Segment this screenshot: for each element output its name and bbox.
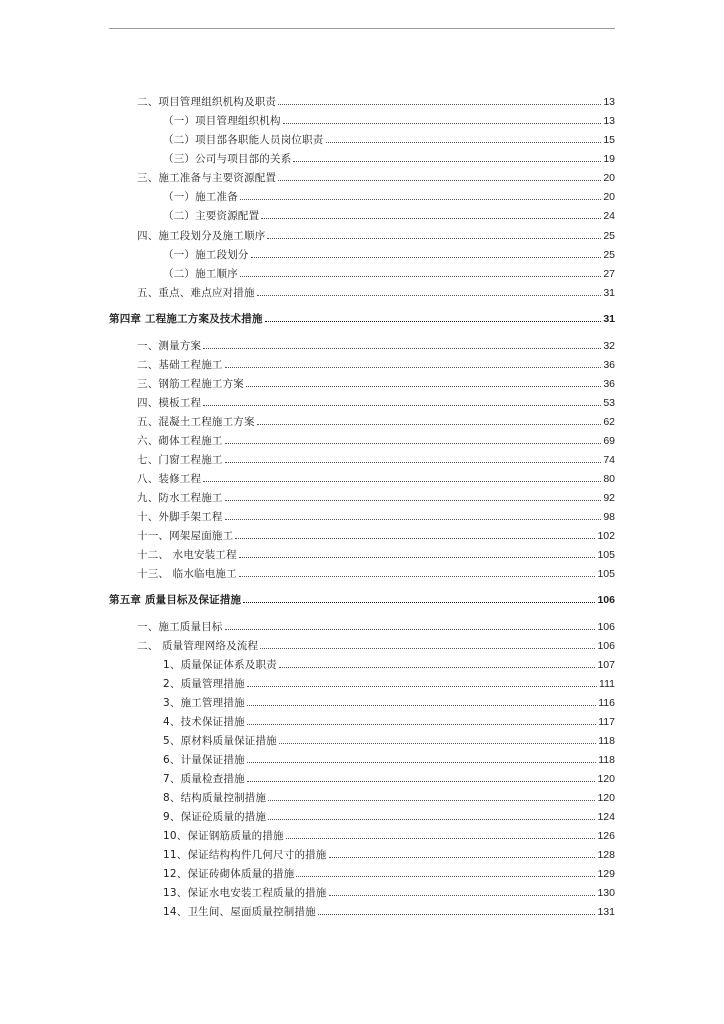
toc-entry-page: 24 (603, 210, 615, 222)
toc-entry-label: 三、钢筋工程施工方案 (137, 378, 244, 390)
toc-entry-label: 四、模板工程 (137, 397, 202, 409)
leader-dots (247, 724, 596, 725)
toc-entry-page: 31 (603, 313, 615, 325)
toc-entry[interactable] (163, 808, 615, 827)
toc-entry-label: 7、质量检查措施 (163, 773, 245, 785)
toc-entry[interactable] (137, 375, 615, 394)
toc-entry[interactable] (137, 527, 615, 546)
toc-entry-page: 13 (603, 96, 615, 108)
toc-entry-page: 69 (603, 435, 615, 447)
toc-entry-page: 129 (597, 868, 615, 880)
toc-entry[interactable] (137, 284, 615, 303)
toc-entry-label: 二、基础工程施工 (137, 359, 223, 371)
toc-chapter-entry[interactable] (109, 310, 615, 329)
leader-dots (239, 557, 596, 558)
leader-dots (240, 199, 601, 200)
leader-dots (286, 838, 596, 839)
toc-entry[interactable] (163, 713, 615, 732)
toc-entry[interactable] (163, 246, 615, 265)
leader-dots (265, 321, 602, 322)
leader-dots (329, 895, 596, 896)
toc-chapter-label: 第五章 质量目标及保证措施 (109, 594, 242, 606)
toc-entry[interactable] (137, 637, 615, 656)
toc-entry[interactable] (137, 356, 615, 375)
toc-entry-label: 11、保证结构构件几何尺寸的措施 (163, 849, 327, 861)
toc-entry[interactable] (163, 827, 615, 846)
toc-entry-label: 10、保证钢筋质量的措施 (163, 830, 284, 842)
toc-entry-label: 三、施工准备与主要资源配置 (137, 172, 277, 184)
toc-entry[interactable] (163, 751, 615, 770)
toc-entry-page: 128 (597, 849, 615, 861)
toc-entry[interactable] (137, 451, 615, 470)
toc-entry-page: 25 (603, 230, 615, 242)
toc-entry-page: 13 (603, 115, 615, 127)
leader-dots (203, 481, 601, 482)
toc-entry-label: 6、计量保证措施 (163, 754, 245, 766)
toc-entry[interactable] (163, 112, 615, 131)
toc-entry-page: 111 (599, 678, 615, 690)
toc-entry[interactable] (137, 508, 615, 527)
toc-entry-page: 118 (598, 754, 615, 766)
leader-dots (278, 104, 601, 105)
leader-dots (268, 800, 595, 801)
toc-entry[interactable] (163, 846, 615, 865)
toc-entry-page: 106 (597, 621, 615, 633)
toc-entry-page: 98 (603, 511, 615, 523)
toc-entry-page: 80 (603, 473, 615, 485)
toc-entry[interactable] (137, 394, 615, 413)
toc-entry-label: （二）施工顺序 (163, 268, 238, 280)
toc-entry-page: 120 (597, 773, 615, 785)
toc-entry-page: 106 (597, 640, 615, 652)
toc-entry[interactable] (137, 93, 615, 112)
leader-dots (235, 538, 595, 539)
toc-entry[interactable] (137, 337, 615, 356)
leader-dots (260, 648, 595, 649)
toc-entry[interactable] (137, 413, 615, 432)
toc-entry-label: 一、测量方案 (137, 340, 202, 352)
toc-entry[interactable] (137, 565, 615, 584)
toc-entry-page: 102 (597, 530, 615, 542)
toc-entry-page: 25 (603, 249, 615, 261)
toc-entry[interactable] (137, 169, 615, 188)
leader-dots (257, 424, 602, 425)
leader-dots (247, 686, 597, 687)
toc-entry-page: 19 (603, 153, 615, 165)
toc-entry-page: 92 (603, 492, 615, 504)
toc-entry-label: 十、外脚手架工程 (137, 511, 223, 523)
leader-dots (326, 142, 602, 143)
leader-dots (267, 238, 601, 239)
leader-dots (239, 576, 596, 577)
toc-entry-label: 5、原材料质量保证措施 (163, 735, 277, 747)
toc-entry-page: 118 (598, 735, 615, 747)
leader-dots (318, 914, 596, 915)
leader-dots (279, 743, 596, 744)
toc-entry-label: 8、结构质量控制措施 (163, 792, 267, 804)
toc-chapter-label: 第四章 工程施工方案及技术措施 (109, 313, 263, 325)
toc-entry-page: 107 (597, 659, 615, 671)
toc-entry[interactable] (137, 227, 615, 246)
toc-entry-label: 12、保证砖砌体质量的措施 (163, 868, 295, 880)
leader-dots (296, 876, 595, 877)
leader-dots (283, 123, 602, 124)
toc-entry-label: 九、防水工程施工 (137, 492, 223, 504)
toc-entry-page: 31 (603, 287, 615, 299)
toc-entry-label: （一）施工准备 (163, 191, 238, 203)
toc-entry-page: 126 (597, 830, 615, 842)
toc-entry-label: 2、质量管理措施 (163, 678, 245, 690)
leader-dots (268, 819, 595, 820)
toc-entry[interactable] (163, 656, 615, 675)
toc-entry-label: 1、质量保证体系及职责 (163, 659, 277, 671)
toc-entry-label: 五、混凝土工程施工方案 (137, 416, 255, 428)
toc-entry[interactable] (137, 470, 615, 489)
toc-entry-label: （三）公司与项目部的关系 (163, 153, 292, 165)
leader-dots (203, 405, 601, 406)
toc-entry-page: 116 (598, 697, 615, 709)
toc-entry[interactable] (163, 207, 615, 226)
toc-entry[interactable] (163, 694, 615, 713)
toc-entry-label: （一）施工段划分 (163, 249, 249, 261)
toc-entry-label: 七、门窗工程施工 (137, 454, 223, 466)
leader-dots (329, 857, 596, 858)
toc-entry[interactable] (163, 131, 615, 150)
toc-entry[interactable] (163, 903, 615, 922)
toc-entry[interactable] (137, 618, 615, 637)
toc-entry-label: 13、保证水电安装工程质量的措施 (163, 887, 327, 899)
leader-dots (225, 443, 602, 444)
toc-entry[interactable] (137, 546, 615, 565)
toc-entry-label: 二、项目管理组织机构及职责 (137, 96, 277, 108)
toc-entry-page: 36 (603, 359, 615, 371)
toc-entry-page: 120 (597, 792, 615, 804)
leader-dots (247, 762, 596, 763)
toc-entry-page: 15 (603, 134, 615, 146)
leader-dots (225, 629, 596, 630)
toc-entry[interactable] (137, 432, 615, 451)
toc-entry-label: 9、保证砼质量的措施 (163, 811, 267, 823)
toc-entry-page: 105 (597, 568, 615, 580)
toc-entry-label: 十二、 水电安装工程 (137, 549, 237, 561)
leader-dots (225, 519, 602, 520)
toc-entry[interactable] (163, 732, 615, 751)
toc-entry-label: 3、施工管理措施 (163, 697, 245, 709)
toc-entry-page: 130 (597, 887, 615, 899)
toc-entry[interactable] (137, 489, 615, 508)
toc-entry-page: 53 (603, 397, 615, 409)
toc-entry[interactable] (163, 884, 615, 903)
leader-dots (261, 218, 601, 219)
toc-entry[interactable] (163, 770, 615, 789)
toc-entry-label: 十三、 临水临电施工 (137, 568, 237, 580)
leader-dots (225, 367, 602, 368)
toc-entry-page: 20 (603, 172, 615, 184)
toc-entry[interactable] (163, 150, 615, 169)
toc-entry-page: 27 (603, 268, 615, 280)
toc-entry-page: 131 (597, 906, 615, 918)
toc-entry[interactable] (163, 675, 615, 694)
leader-dots (293, 161, 601, 162)
toc-entry[interactable] (163, 188, 615, 207)
leader-dots (247, 781, 596, 782)
toc-entry-label: 14、卫生间、屋面质量控制措施 (163, 906, 316, 918)
toc-entry-label: 十一、网架屋面施工 (137, 530, 234, 542)
toc-entry-page: 36 (603, 378, 615, 390)
toc-entry-label: 一、施工质量目标 (137, 621, 223, 633)
toc-entry-page: 32 (603, 340, 615, 352)
toc-entry-page: 117 (598, 716, 615, 728)
toc-entry-label: 二、 质量管理网络及流程 (137, 640, 259, 652)
toc-entry-page: 105 (597, 549, 615, 561)
leader-dots (257, 295, 602, 296)
leader-dots (247, 705, 596, 706)
toc-entry[interactable] (163, 865, 615, 884)
leader-dots (251, 257, 602, 258)
leader-dots (240, 276, 601, 277)
toc-entry-page: 124 (597, 811, 615, 823)
toc-entry-page: 74 (603, 454, 615, 466)
toc-entry[interactable] (163, 265, 615, 284)
leader-dots (278, 180, 601, 181)
leader-dots (203, 348, 601, 349)
leader-dots (225, 500, 602, 501)
toc-entry-page: 62 (603, 416, 615, 428)
toc-entry-label: 4、技术保证措施 (163, 716, 245, 728)
leader-dots (246, 386, 601, 387)
toc-entry-label: （二）主要资源配置 (163, 210, 260, 222)
toc-entry-label: 六、砌体工程施工 (137, 435, 223, 447)
toc-entry-label: 五、重点、难点应对措施 (137, 287, 255, 299)
leader-dots (243, 602, 595, 603)
toc-entry-label: 四、施工段划分及施工顺序 (137, 230, 266, 242)
toc-entry-page: 106 (597, 594, 615, 606)
toc-entry-label: （一）项目管理组织机构 (163, 115, 281, 127)
toc-entry-label: （二）项目部各职能人员岗位职责 (163, 134, 324, 146)
toc-entry[interactable] (163, 789, 615, 808)
toc-entry-page: 20 (603, 191, 615, 203)
leader-dots (225, 462, 602, 463)
toc-entry-label: 八、装修工程 (137, 473, 202, 485)
toc-chapter-entry[interactable] (109, 591, 615, 610)
leader-dots (279, 667, 596, 668)
